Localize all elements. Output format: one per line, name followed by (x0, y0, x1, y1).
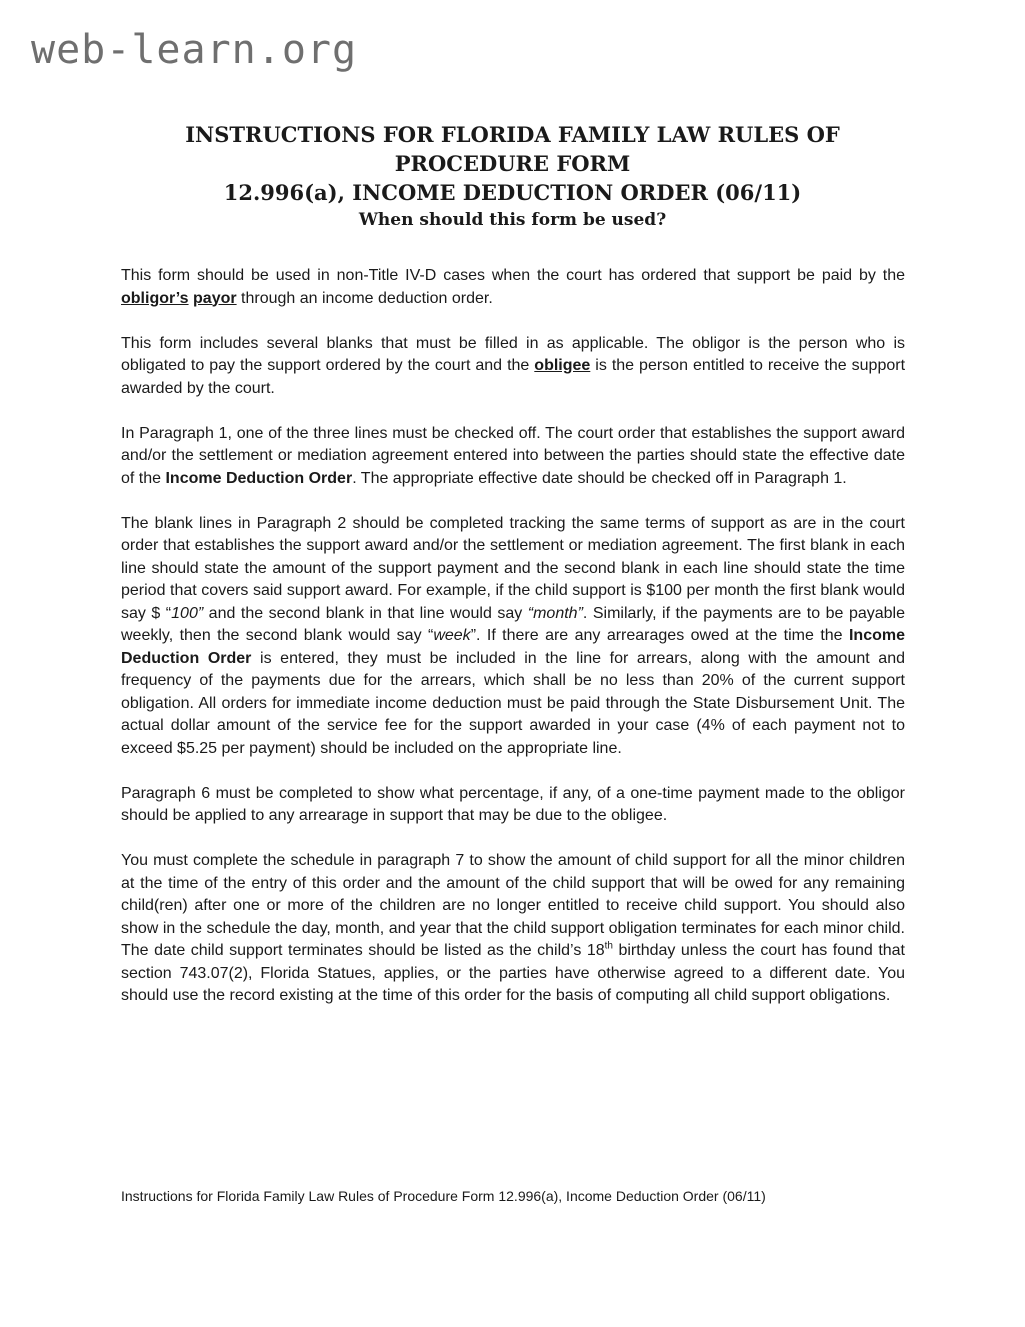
section-heading: When should this form be used? (358, 210, 667, 230)
term-income-deduction-order: Income Deduction Order (121, 627, 905, 667)
paragraph-effective-date (121, 423, 905, 491)
term-income-deduction-order: Income Deduction Order (165, 469, 353, 487)
text-run: is entered, they must be included in the line for arrears, along with the amount and frequency of the payments due for the arrears, which shall be no less than 20% of the current support obligation. All orders for immediate income deduction must be paid through the State Disbursement Unit. The actual dollar amount of the service fee for the support awarded in your case (4% of each payment not to exceed $5.25 per payment) should be included on the appropriate line. (121, 649, 906, 757)
page-title (120, 120, 905, 207)
page-footer: Instructions for Florida Family Law Rules of Procedure Form 12.996(a), Income Deduction Order (06/11) (121, 1188, 766, 1204)
text-run: and the second blank in that line would say (203, 604, 528, 622)
term-obligee: obligee (534, 357, 591, 374)
text-run: is the person entitled to receive the support awarded by the court. (121, 357, 906, 397)
watermark-text: web-learn.org (31, 27, 358, 73)
superscript-th: th (604, 940, 613, 952)
title-line-1: INSTRUCTIONS FOR FLORIDA FAMILY LAW RULES OF PROCEDURE FORM (185, 122, 840, 176)
text-run: ”. If there are any arrearages owed at the time the (470, 627, 849, 644)
title-line-2: 12.996(a), INCOME DEDUCTION ORDER (06/11) (223, 180, 802, 205)
text-run: The blank lines in Paragraph 2 should be completed tracking the same terms of support as are in the court order that establishes the support award and/or the settlement or mediation agreement. The first blank in each line should state the amount of the support payment and the second blank in each line should state the time period that covers said support award. For example, if the child support is $100 per month the first blank would say $ “ (121, 514, 905, 622)
paragraph-usage (121, 265, 905, 310)
term-payor: payor (193, 289, 237, 307)
text-run: birthday unless the court has found that section 743.07(2), Florida Statues, applies, or the parties have otherwise agreed to a different date. You should use the record existing at the time of this order for the basis of computing all child support obligations. (121, 942, 906, 1004)
text-run: You must complete the schedule in paragraph 7 to show the amount of child support for all the minor children at the time of the entry of this order and the amount of the child support that will be owed for any remaining child(ren) after one or more of the children are no longer entitled to receive child support. You should also show in the schedule the day, month, and year that the child support obligation terminates for each minor child. The date child support terminates should be listed as the child’s 18 (121, 852, 905, 959)
text-run: In Paragraph 1, one of the three lines must be checked off. The court order that establishes the support award and/or the settlement or mediation agreement entered into between the parties should state the effective date of the (121, 424, 905, 487)
paragraph-schedule (121, 850, 905, 1008)
paragraph-one-time-payment: Paragraph 6 must be completed to show what percentage, if any, of a one-time payment made to the obligor should be applied to any arrearage in support that may be due to the obligee. (121, 784, 905, 824)
example-week: week (433, 627, 471, 644)
paragraph-support-terms (121, 513, 905, 761)
term-obligors: obligor’s (121, 289, 189, 307)
text-run: . Similarly, if the payments are to be payable weekly, then the second blank would say “ (121, 604, 906, 644)
body-text (121, 265, 905, 1030)
text-run: through an income deduction order. (236, 289, 493, 307)
paragraph-definitions (121, 333, 905, 401)
text-run: This form includes several blanks that must be filled in as applicable. The obligor is the person who is obligated to pay the support ordered by the court and the (121, 334, 905, 374)
text-run: This form should be used in non-Title IV-D cases when the court has ordered that support be paid by the (121, 267, 905, 284)
example-amount: 100” (171, 604, 204, 622)
example-month: “month” (527, 604, 583, 622)
text-run: . The appropriate effective date should be checked off in Paragraph 1. (352, 469, 847, 487)
